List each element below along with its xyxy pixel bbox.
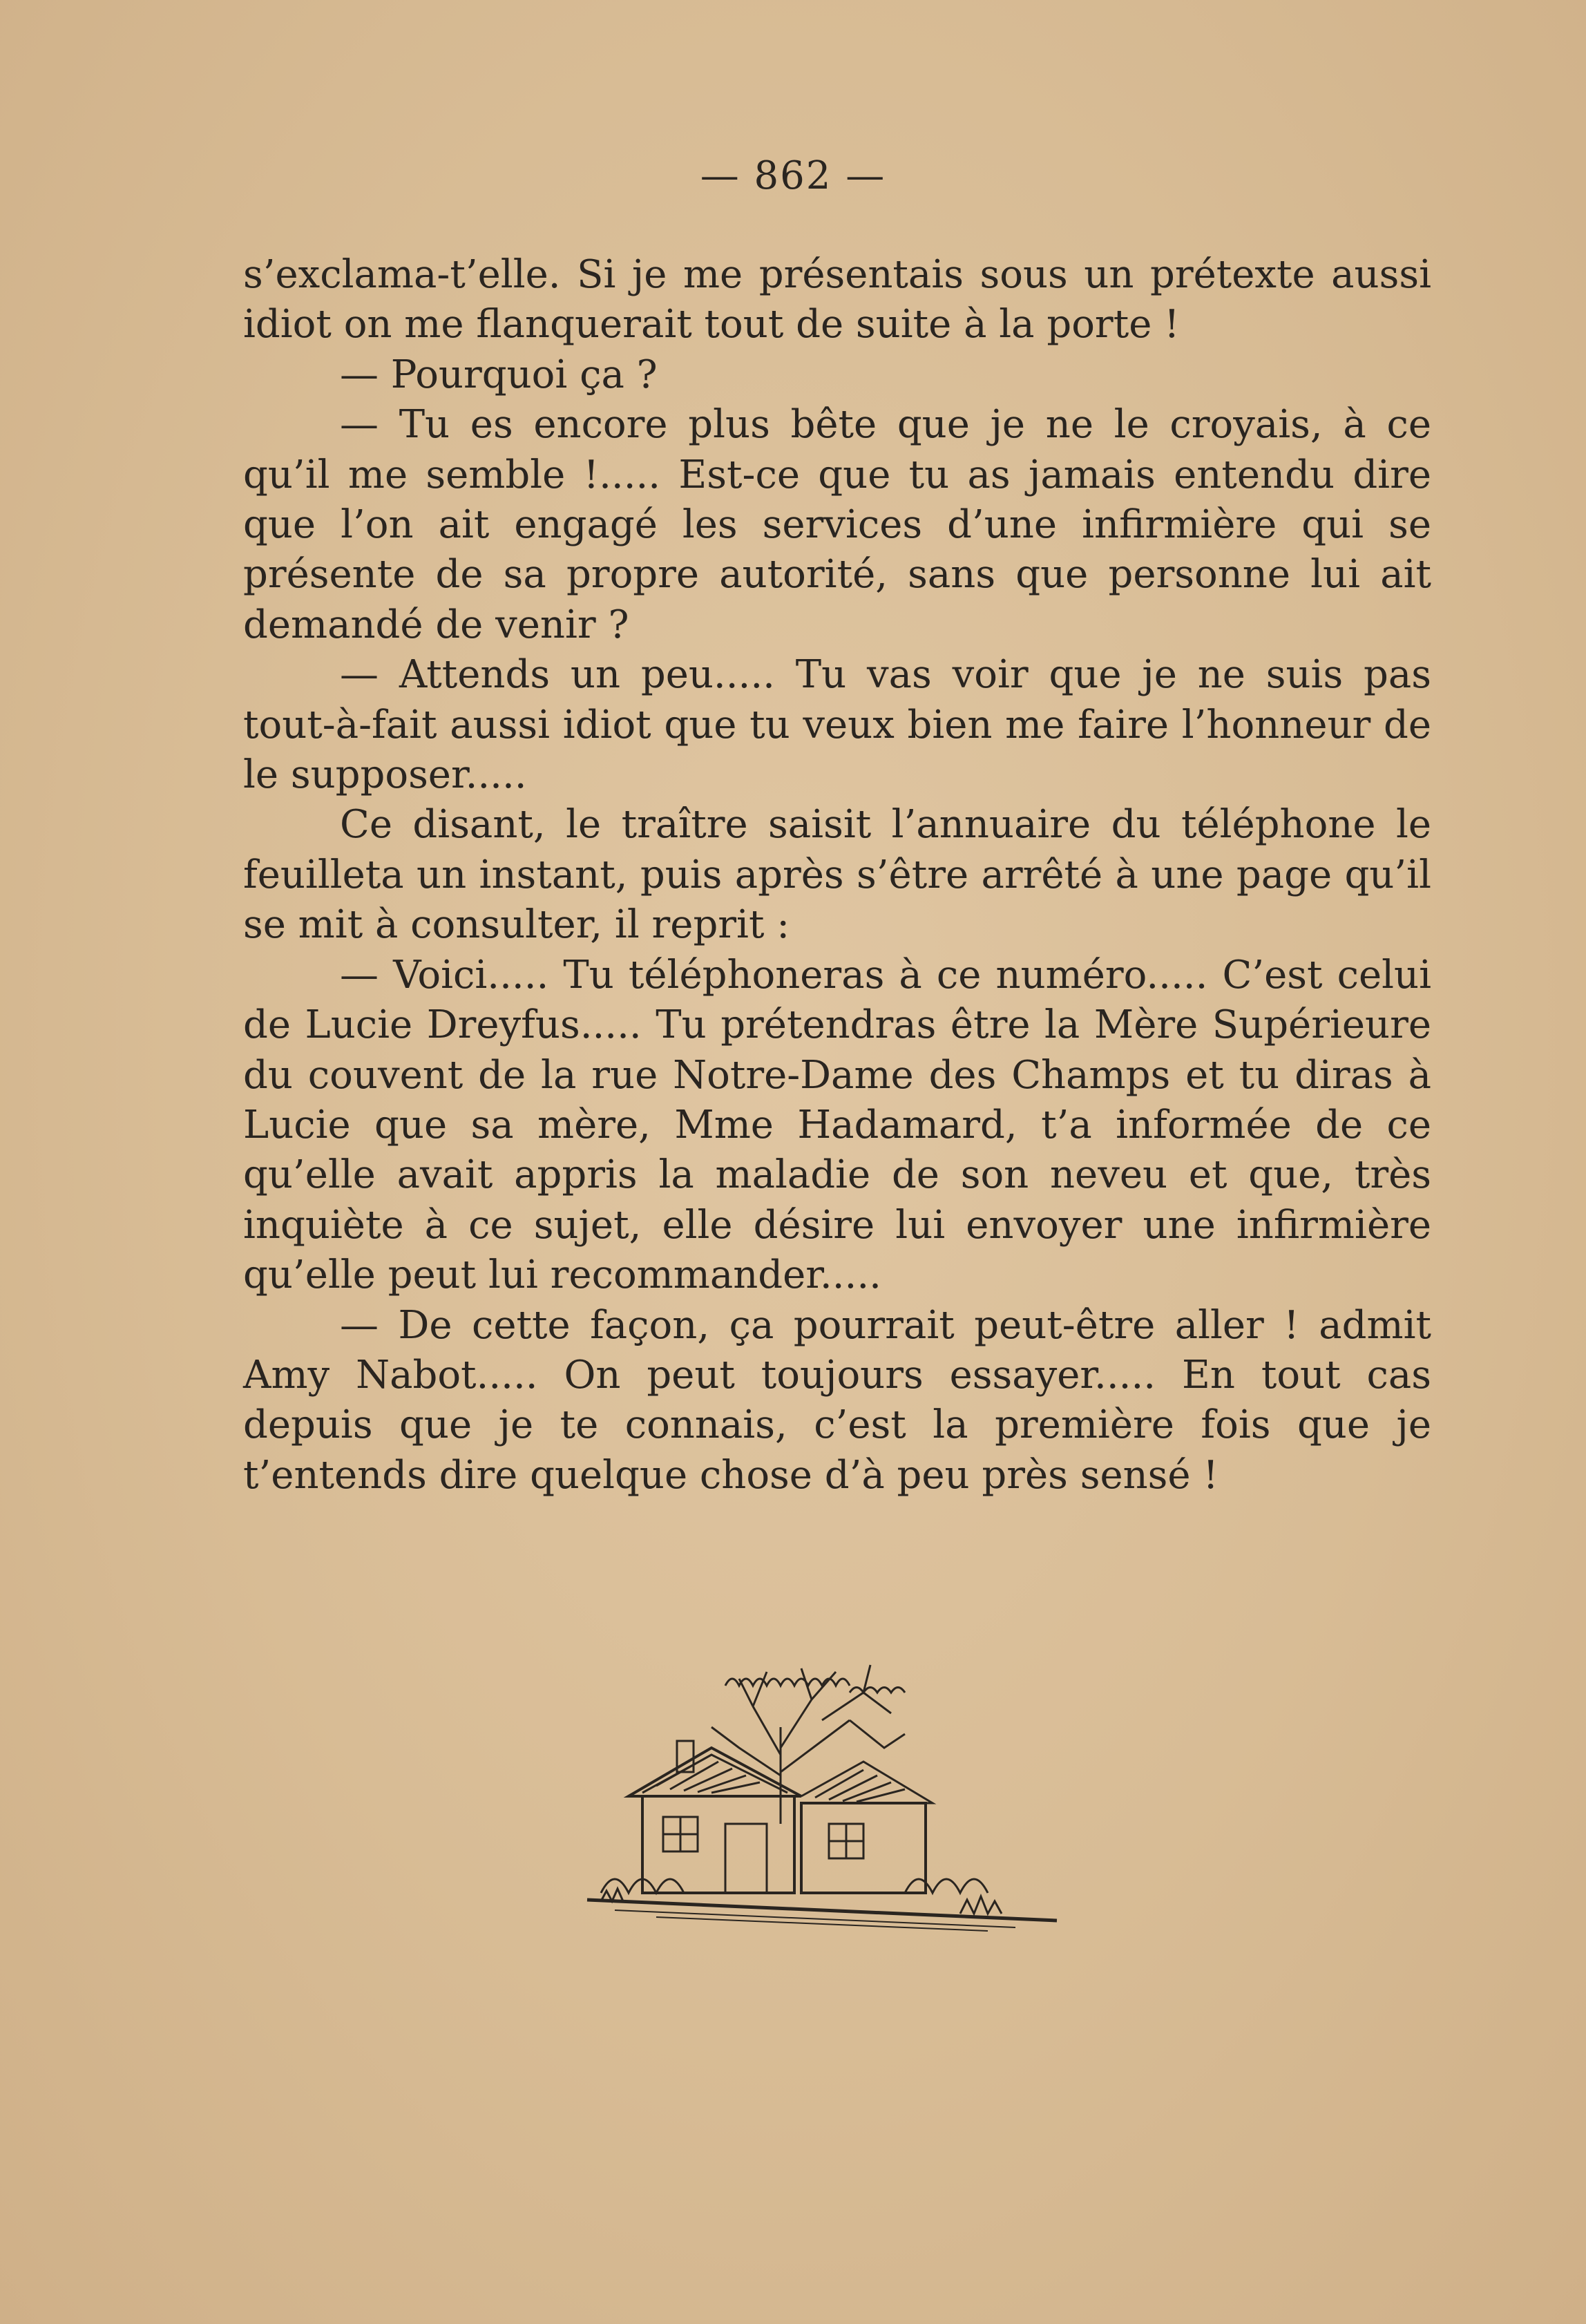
paragraph: — Attends un peu..... Tu vas voir que je ne suis pas tout-à-fait aussi idiot que tu veux bien me faire l’honneur de le supposer..... (243, 652, 1431, 798)
paragraph: — Voici..... Tu téléphoneras à ce numéro..... C’est celui de Lucie Dreyfus..... Tu prétendras être la Mère Supérieure du couvent de la rue Notre-Dame des Champs et tu diras à Lucie que sa mère, Mme Hadamard, t’a informée de ce qu’elle avait appris la maladie de son neveu et que, très inquiète à ce sujet, elle désire lui envoyer une infirmière qu’elle peut lui recommander..... (243, 952, 1431, 1298)
page-number: — 862 — (700, 153, 886, 198)
paragraph: — Pourquoi ça ? (340, 352, 658, 397)
body-text (243, 250, 1431, 1501)
paragraph: — Tu es encore plus bête que je ne le croyais, à ce qu’il me semble !..... Est-ce que tu as jamais entendu dire que l’on ait engagé les services d’une infirmière qui se présente de sa propre autorité, sans que personne lui ait demandé de venir ? (243, 402, 1431, 647)
paragraph: s’exclama-t’elle. Si je me présentais sous un prétexte aussi idiot on me flanquerait tout de suite à la porte ! (243, 252, 1431, 347)
cottage-vignette-icon (573, 1644, 1071, 1976)
paragraph: — De cette façon, ça pourrait peut-être aller ! admit Amy Nabot..... On peut toujours essayer..... En tout cas depuis que je te connais, c’est la première fois que je t’entends dire quelque chose d’à peu près sensé ! (243, 1302, 1431, 1498)
paragraph: Ce disant, le traître saisit l’annuaire du téléphone le feuilleta un instant, puis après s’être arrêté à une page qu’il se mit à consulter, il reprit : (243, 802, 1431, 948)
